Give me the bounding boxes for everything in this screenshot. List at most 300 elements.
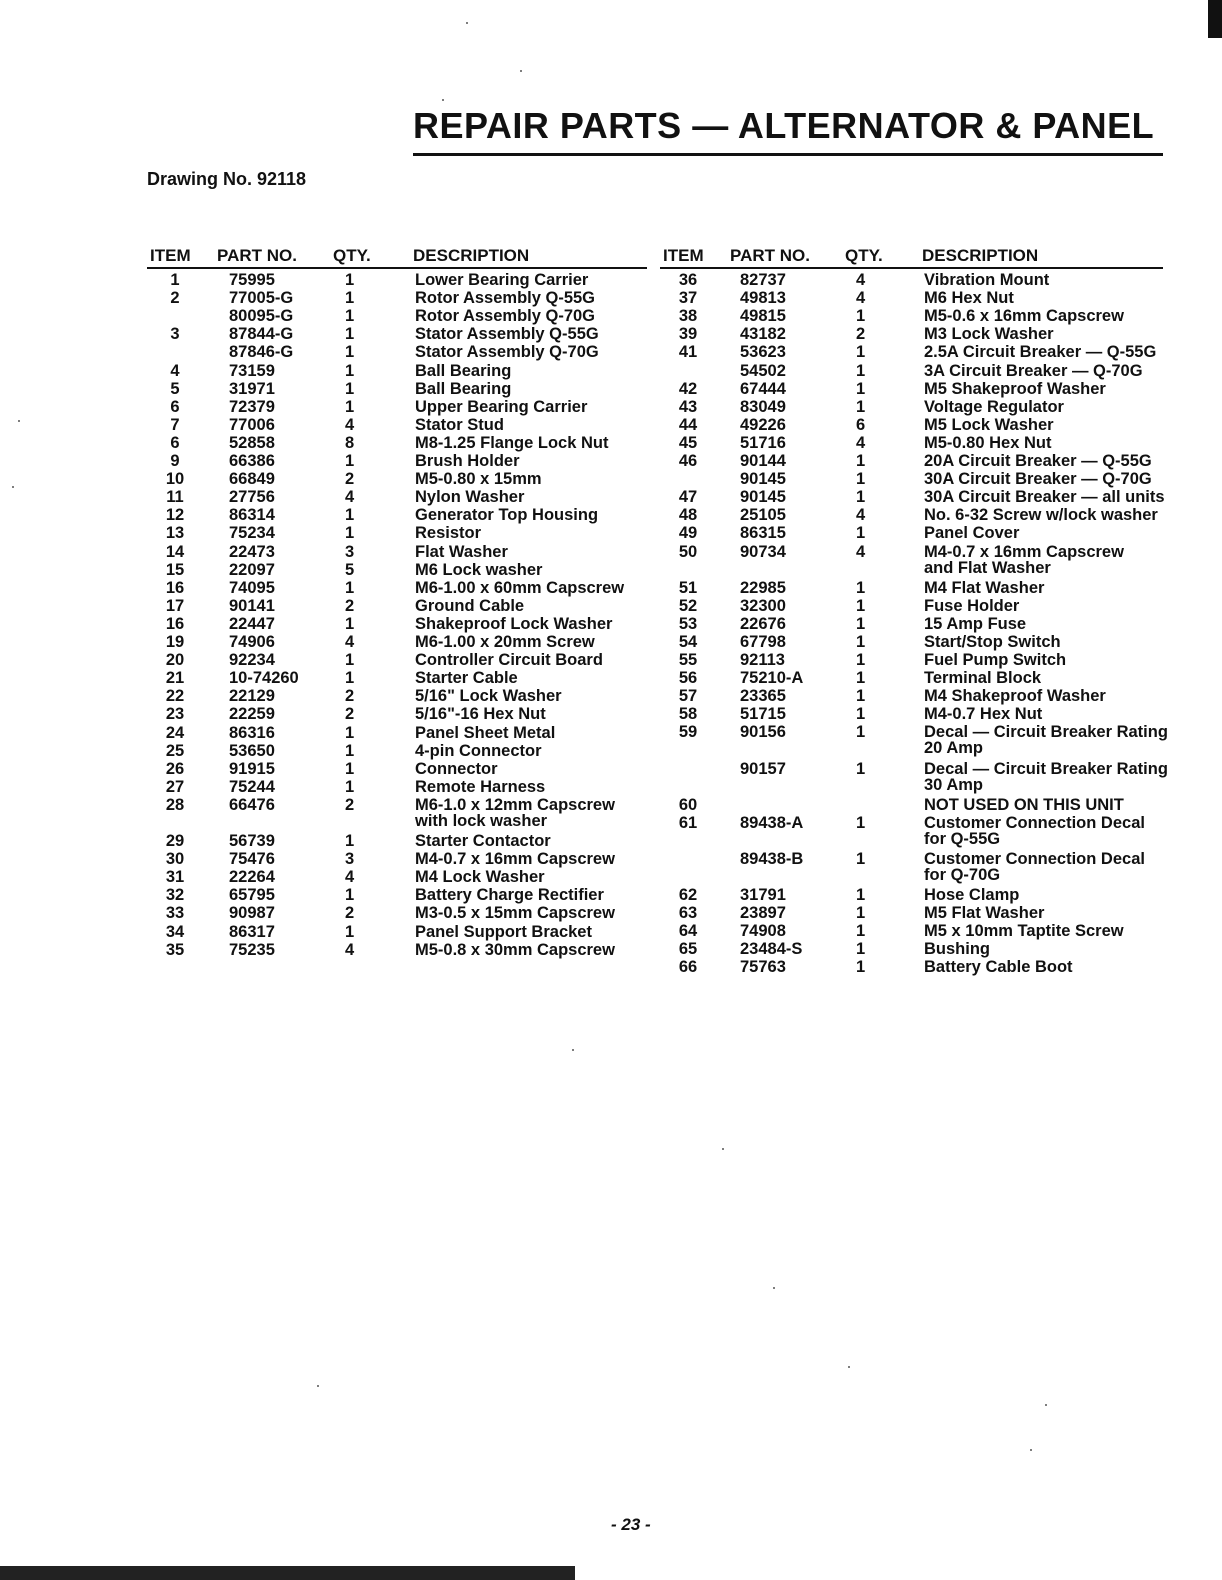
description: 15 Amp Fuse bbox=[924, 614, 1027, 633]
quantity: 1 bbox=[856, 651, 866, 669]
part-number: 10-74260 bbox=[229, 669, 299, 688]
item-number: 39 bbox=[678, 325, 698, 344]
item-number: 13 bbox=[165, 524, 185, 543]
description: Fuel Pump Switch bbox=[924, 651, 1067, 669]
quantity: 1 bbox=[345, 397, 355, 416]
description: Lower Bearing Carrier bbox=[415, 271, 589, 289]
part-number: 31791 bbox=[740, 885, 786, 904]
item-number: 26 bbox=[165, 759, 185, 778]
quantity: 1 bbox=[345, 289, 355, 308]
part-number: 83049 bbox=[740, 397, 786, 416]
item-number: 30 bbox=[165, 850, 185, 869]
item-number: 42 bbox=[678, 379, 698, 398]
quantity: 1 bbox=[856, 958, 866, 977]
description: Starter Contactor bbox=[415, 832, 551, 850]
part-number: 86315 bbox=[740, 524, 786, 543]
item-number: 66 bbox=[678, 958, 698, 977]
part-number: 75210-A bbox=[740, 669, 804, 688]
title-rule bbox=[413, 153, 1163, 156]
quantity: 1 bbox=[856, 307, 866, 326]
item-number: 29 bbox=[165, 832, 185, 850]
part-number: 86316 bbox=[229, 723, 275, 742]
scan-speck bbox=[848, 1366, 850, 1368]
quantity: 6 bbox=[856, 415, 866, 434]
description: 5/16"-16 Hex Nut bbox=[415, 705, 546, 724]
quantity: 2 bbox=[856, 325, 866, 344]
description: Flat Washer bbox=[415, 542, 508, 561]
quantity: 4 bbox=[345, 633, 355, 651]
part-number: 23365 bbox=[740, 687, 786, 706]
part-number: 90157 bbox=[740, 759, 786, 778]
item-number: 23 bbox=[165, 705, 185, 724]
part-number: 22676 bbox=[740, 614, 786, 633]
part-number: 49815 bbox=[740, 307, 786, 326]
item-number: 12 bbox=[165, 506, 185, 525]
part-number: 86314 bbox=[229, 506, 275, 525]
description: 30A Circuit Breaker — all units bbox=[924, 488, 1165, 507]
quantity: 1 bbox=[856, 813, 866, 832]
quantity: 1 bbox=[345, 922, 355, 941]
description: 5/16" Lock Washer bbox=[415, 687, 562, 706]
item-number: 31 bbox=[165, 868, 185, 887]
quantity: 5 bbox=[345, 560, 355, 579]
item-number: 63 bbox=[678, 904, 698, 922]
quantity: 1 bbox=[345, 578, 355, 597]
description: 4-pin Connector bbox=[415, 741, 542, 760]
description-continued: for Q-70G bbox=[924, 865, 1001, 884]
quantity: 4 bbox=[856, 271, 866, 289]
item-number: 36 bbox=[678, 271, 698, 289]
part-number: 77006 bbox=[229, 415, 275, 434]
quantity: 1 bbox=[345, 759, 355, 778]
quantity: 4 bbox=[345, 415, 355, 434]
quantity: 1 bbox=[345, 361, 355, 380]
description: Fuse Holder bbox=[924, 596, 1020, 615]
description: 3A Circuit Breaker — Q-70G bbox=[924, 361, 1143, 380]
scan-speck bbox=[520, 70, 522, 72]
left-header-rule bbox=[147, 267, 647, 269]
item-number: 45 bbox=[678, 433, 698, 452]
quantity: 1 bbox=[856, 687, 866, 706]
item-number: 20 bbox=[165, 651, 185, 670]
part-number: 89438-A bbox=[740, 813, 804, 832]
description: Decal — Circuit Breaker Rating bbox=[924, 723, 1168, 742]
quantity: 2 bbox=[345, 795, 355, 814]
left-header-description: DESCRIPTION bbox=[413, 246, 530, 265]
quantity: 1 bbox=[856, 904, 866, 922]
description: Panel Sheet Metal bbox=[415, 723, 556, 742]
quantity: 1 bbox=[345, 614, 355, 633]
description: Ball Bearing bbox=[415, 379, 512, 398]
quantity: 1 bbox=[345, 452, 355, 470]
item-number: 32 bbox=[165, 886, 185, 905]
scan-speck bbox=[18, 420, 20, 422]
quantity: 1 bbox=[856, 922, 866, 941]
part-number: 22129 bbox=[229, 687, 275, 706]
quantity: 1 bbox=[856, 849, 866, 868]
quantity: 1 bbox=[345, 325, 355, 344]
description: M4-0.7 Hex Nut bbox=[924, 705, 1043, 724]
part-number: 75244 bbox=[229, 777, 275, 796]
right-header-part-no: PART NO. bbox=[730, 246, 810, 265]
description: Upper Bearing Carrier bbox=[415, 397, 588, 416]
item-number: 19 bbox=[165, 633, 185, 651]
description: Bushing bbox=[924, 940, 990, 959]
part-number: 77005-G bbox=[229, 289, 294, 308]
item-number: 7 bbox=[170, 415, 180, 434]
quantity: 1 bbox=[856, 759, 866, 778]
quantity: 1 bbox=[345, 379, 355, 398]
quantity: 1 bbox=[345, 524, 355, 543]
part-number: 27756 bbox=[229, 488, 275, 507]
scan-speck bbox=[12, 486, 14, 488]
quantity: 4 bbox=[856, 506, 866, 525]
description-continued: for Q-55G bbox=[924, 829, 1001, 848]
part-number: 90987 bbox=[229, 904, 275, 923]
description: M3-0.5 x 15mm Capscrew bbox=[415, 904, 615, 923]
item-number: 47 bbox=[678, 488, 698, 507]
scan-speck bbox=[572, 1049, 574, 1051]
quantity: 1 bbox=[345, 271, 355, 289]
description: Connector bbox=[415, 759, 498, 778]
quantity: 1 bbox=[345, 777, 355, 796]
item-number: 22 bbox=[165, 687, 185, 706]
description: Nylon Washer bbox=[415, 488, 525, 507]
part-number: 22097 bbox=[229, 560, 275, 579]
scan-speck bbox=[317, 1385, 319, 1387]
quantity: 1 bbox=[856, 524, 866, 543]
part-number: 90734 bbox=[740, 542, 786, 561]
description: Start/Stop Switch bbox=[924, 632, 1061, 651]
description: M3 Lock Washer bbox=[924, 325, 1054, 344]
description: M4 Shakeproof Washer bbox=[924, 687, 1106, 706]
quantity: 1 bbox=[345, 723, 355, 742]
item-number: 57 bbox=[678, 687, 698, 706]
description: Resistor bbox=[415, 524, 482, 543]
left-header-qty: QTY. bbox=[333, 246, 371, 265]
item-number: 43 bbox=[678, 397, 698, 416]
item-number: 28 bbox=[165, 795, 185, 814]
description: M4 Flat Washer bbox=[924, 578, 1045, 597]
quantity: 1 bbox=[345, 651, 355, 670]
description: Hose Clamp bbox=[924, 885, 1020, 904]
description: Starter Cable bbox=[415, 669, 518, 688]
description-continued: and Flat Washer bbox=[924, 558, 1051, 577]
description: M6-1.0 x 12mm Capscrew bbox=[415, 795, 615, 814]
item-number: 4 bbox=[170, 361, 180, 380]
item-number: 54 bbox=[678, 632, 698, 651]
quantity: 1 bbox=[856, 379, 866, 398]
part-number: 31971 bbox=[229, 379, 275, 398]
quantity: 1 bbox=[856, 940, 866, 959]
quantity: 2 bbox=[345, 687, 355, 706]
part-number: 89438-B bbox=[740, 849, 804, 868]
item-number: 5 bbox=[170, 379, 180, 398]
part-number: 90145 bbox=[740, 488, 786, 507]
quantity: 1 bbox=[856, 361, 866, 380]
item-number: 61 bbox=[678, 813, 698, 832]
item-number: 10 bbox=[165, 470, 185, 489]
right-header-qty: QTY. bbox=[845, 246, 883, 265]
part-number: 67798 bbox=[740, 632, 786, 651]
description: Customer Connection Decal bbox=[924, 849, 1145, 868]
description: M5 Lock Washer bbox=[924, 415, 1054, 434]
description: M6 Lock washer bbox=[415, 560, 543, 579]
quantity: 1 bbox=[345, 669, 355, 688]
item-number: 37 bbox=[678, 289, 698, 308]
part-number: 90144 bbox=[740, 452, 786, 470]
scan-speck bbox=[466, 22, 468, 24]
description: M4-0.7 x 16mm Capscrew bbox=[924, 542, 1124, 561]
part-number: 53650 bbox=[229, 741, 275, 760]
part-number: 74908 bbox=[740, 922, 786, 941]
description: Battery Charge Rectifier bbox=[415, 886, 604, 905]
drawing-number: Drawing No. 92118 bbox=[147, 169, 307, 189]
description: 20A Circuit Breaker — Q-55G bbox=[924, 452, 1152, 470]
part-number: 90145 bbox=[740, 470, 786, 489]
part-number: 74095 bbox=[229, 578, 275, 597]
description-continued: with lock washer bbox=[415, 811, 548, 830]
left-header-part-no: PART NO. bbox=[217, 246, 297, 265]
part-number: 82737 bbox=[740, 271, 786, 289]
quantity: 1 bbox=[856, 596, 866, 615]
part-number: 53623 bbox=[740, 343, 786, 362]
description: Voltage Regulator bbox=[924, 397, 1064, 416]
right-header-rule bbox=[660, 267, 1163, 269]
quantity: 1 bbox=[345, 343, 355, 362]
description: Ground Cable bbox=[415, 596, 525, 615]
item-number: 49 bbox=[678, 524, 698, 543]
scan-speck bbox=[773, 1287, 775, 1289]
quantity: 2 bbox=[345, 470, 355, 489]
part-number: 43182 bbox=[740, 325, 786, 344]
part-number: 51716 bbox=[740, 433, 786, 452]
description: Rotor Assembly Q-55G bbox=[415, 289, 596, 308]
description: Generator Top Housing bbox=[415, 506, 599, 525]
description: M4-0.7 x 16mm Capscrew bbox=[415, 850, 615, 869]
quantity: 1 bbox=[856, 578, 866, 597]
part-number: 51715 bbox=[740, 705, 786, 724]
description: M4 Lock Washer bbox=[415, 868, 545, 887]
item-number: 25 bbox=[165, 741, 185, 760]
part-number: 92234 bbox=[229, 651, 275, 670]
item-number: 53 bbox=[678, 614, 698, 633]
description: M5 x 10mm Taptite Screw bbox=[924, 922, 1124, 941]
scan-speck bbox=[1045, 1404, 1047, 1406]
part-number: 32300 bbox=[740, 596, 786, 615]
part-number: 49226 bbox=[740, 415, 786, 434]
quantity: 1 bbox=[345, 741, 355, 760]
part-number: 75763 bbox=[740, 958, 786, 977]
scan-speck bbox=[1030, 1449, 1032, 1451]
part-number: 49813 bbox=[740, 289, 786, 308]
part-number: 72379 bbox=[229, 397, 275, 416]
part-number: 23484-S bbox=[740, 940, 803, 959]
part-number: 90156 bbox=[740, 723, 786, 742]
quantity: 1 bbox=[856, 669, 866, 688]
quantity: 1 bbox=[856, 343, 866, 362]
item-number: 60 bbox=[678, 795, 698, 814]
description: Remote Harness bbox=[415, 777, 546, 796]
description: M5-0.6 x 16mm Capscrew bbox=[924, 307, 1124, 326]
quantity: 1 bbox=[856, 470, 866, 489]
item-number: 51 bbox=[678, 578, 698, 597]
description: M5-0.8 x 30mm Capscrew bbox=[415, 940, 615, 959]
item-number: 9 bbox=[170, 452, 180, 470]
item-number: 41 bbox=[678, 343, 698, 362]
quantity: 2 bbox=[345, 596, 355, 615]
quantity: 1 bbox=[345, 506, 355, 525]
description: Controller Circuit Board bbox=[415, 651, 603, 670]
right-header-item: ITEM bbox=[663, 246, 704, 265]
description: 2.5A Circuit Breaker — Q-55G bbox=[924, 343, 1157, 362]
part-number: 22259 bbox=[229, 705, 275, 724]
item-number: 6 bbox=[170, 397, 180, 416]
description: M6-1.00 x 20mm Screw bbox=[415, 633, 595, 651]
quantity: 1 bbox=[856, 452, 866, 470]
description: Ball Bearing bbox=[415, 361, 512, 380]
item-number: 34 bbox=[165, 922, 185, 941]
item-number: 6 bbox=[170, 433, 180, 452]
part-number: 87846-G bbox=[229, 343, 294, 362]
part-number: 87844-G bbox=[229, 325, 294, 344]
item-number: 2 bbox=[170, 289, 180, 308]
quantity: 4 bbox=[856, 542, 866, 561]
part-number: 67444 bbox=[740, 379, 786, 398]
part-number: 22264 bbox=[229, 868, 275, 887]
quantity: 8 bbox=[345, 433, 355, 452]
item-number: 16 bbox=[165, 578, 185, 597]
description: Stator Stud bbox=[415, 415, 504, 434]
part-number: 22473 bbox=[229, 542, 275, 561]
item-number: 38 bbox=[678, 307, 698, 326]
quantity: 1 bbox=[856, 397, 866, 416]
item-number: 56 bbox=[678, 669, 698, 688]
scan-speck bbox=[722, 1148, 724, 1150]
description: Panel Support Bracket bbox=[415, 922, 592, 941]
quantity: 1 bbox=[345, 886, 355, 905]
item-number: 11 bbox=[166, 488, 184, 507]
part-number: 74906 bbox=[229, 633, 275, 651]
item-number: 48 bbox=[678, 506, 698, 525]
item-number: 35 bbox=[165, 940, 185, 959]
quantity: 4 bbox=[856, 289, 866, 308]
description: M5 Shakeproof Washer bbox=[924, 379, 1106, 398]
part-number: 90141 bbox=[229, 596, 275, 615]
part-number: 56739 bbox=[229, 832, 275, 850]
part-number: 66476 bbox=[229, 795, 275, 814]
description: M5-0.80 Hex Nut bbox=[924, 433, 1052, 452]
item-number: 59 bbox=[678, 723, 698, 742]
item-number: 62 bbox=[678, 885, 698, 904]
item-number: 44 bbox=[678, 415, 698, 434]
description-continued: 20 Amp bbox=[924, 739, 983, 758]
part-number: 92113 bbox=[740, 651, 785, 669]
description: Stator Assembly Q-55G bbox=[415, 325, 599, 344]
quantity: 1 bbox=[345, 832, 355, 850]
item-number: 14 bbox=[165, 542, 185, 561]
description: Brush Holder bbox=[415, 452, 520, 470]
description: Stator Assembly Q-70G bbox=[415, 343, 599, 362]
page-title: REPAIR PARTS — ALTERNATOR & PANEL bbox=[413, 105, 1155, 146]
quantity: 4 bbox=[856, 433, 866, 452]
quantity: 1 bbox=[856, 705, 866, 724]
part-number: 80095-G bbox=[229, 307, 294, 326]
item-number: 3 bbox=[170, 325, 180, 344]
part-number: 66849 bbox=[229, 470, 275, 489]
item-number: 21 bbox=[165, 669, 185, 688]
quantity: 1 bbox=[856, 488, 866, 507]
part-number: 54502 bbox=[740, 361, 786, 380]
quantity: 1 bbox=[856, 723, 866, 742]
part-number: 75235 bbox=[229, 940, 275, 959]
description: M6 Hex Nut bbox=[924, 289, 1014, 308]
left-header-item: ITEM bbox=[150, 246, 191, 265]
part-number: 73159 bbox=[229, 361, 275, 380]
page-number: - 23 - bbox=[611, 1515, 651, 1534]
description: 30A Circuit Breaker — Q-70G bbox=[924, 470, 1152, 489]
quantity: 1 bbox=[345, 307, 355, 326]
item-number: 15 bbox=[165, 560, 185, 579]
description: M5-0.80 x 15mm bbox=[415, 470, 542, 489]
description-continued: 30 Amp bbox=[924, 775, 983, 794]
quantity: 4 bbox=[345, 940, 355, 959]
right-header-description: DESCRIPTION bbox=[922, 246, 1039, 265]
item-number: 1 bbox=[170, 271, 180, 289]
quantity: 3 bbox=[345, 850, 355, 869]
part-number: 65795 bbox=[229, 886, 275, 905]
part-number: 75995 bbox=[229, 271, 275, 289]
description: Panel Cover bbox=[924, 524, 1020, 543]
description: Terminal Block bbox=[924, 669, 1042, 688]
item-number: 55 bbox=[678, 651, 698, 669]
quantity: 1 bbox=[856, 885, 866, 904]
part-number: 22985 bbox=[740, 578, 786, 597]
description: Shakeproof Lock Washer bbox=[415, 614, 613, 633]
quantity: 2 bbox=[345, 705, 355, 724]
part-number: 22447 bbox=[229, 614, 275, 633]
item-number: 64 bbox=[678, 922, 698, 941]
item-number: 33 bbox=[165, 904, 185, 923]
item-number: 52 bbox=[678, 596, 698, 615]
description: M6-1.00 x 60mm Capscrew bbox=[415, 578, 625, 597]
item-number: 46 bbox=[678, 452, 698, 470]
quantity: 2 bbox=[345, 904, 355, 923]
item-number: 50 bbox=[678, 542, 698, 561]
quantity: 1 bbox=[856, 614, 866, 633]
description: Customer Connection Decal bbox=[924, 813, 1145, 832]
description: Battery Cable Boot bbox=[924, 958, 1073, 977]
description: Rotor Assembly Q-70G bbox=[415, 307, 596, 326]
part-number: 86317 bbox=[229, 922, 275, 941]
part-number: 75234 bbox=[229, 524, 275, 543]
quantity: 1 bbox=[856, 632, 866, 651]
item-number: 24 bbox=[165, 723, 185, 742]
item-number: 17 bbox=[165, 596, 185, 615]
item-number: 27 bbox=[165, 777, 185, 796]
item-number: 65 bbox=[678, 940, 698, 959]
description: Decal — Circuit Breaker Rating bbox=[924, 759, 1168, 778]
part-number: 25105 bbox=[740, 506, 786, 525]
quantity: 4 bbox=[345, 488, 355, 507]
description: Vibration Mount bbox=[924, 271, 1050, 289]
quantity: 3 bbox=[345, 542, 355, 561]
description: M8-1.25 Flange Lock Nut bbox=[415, 433, 609, 452]
description: M5 Flat Washer bbox=[924, 904, 1045, 922]
description: NOT USED ON THIS UNIT bbox=[924, 795, 1124, 814]
quantity: 4 bbox=[345, 868, 355, 887]
item-number: 16 bbox=[165, 614, 185, 633]
